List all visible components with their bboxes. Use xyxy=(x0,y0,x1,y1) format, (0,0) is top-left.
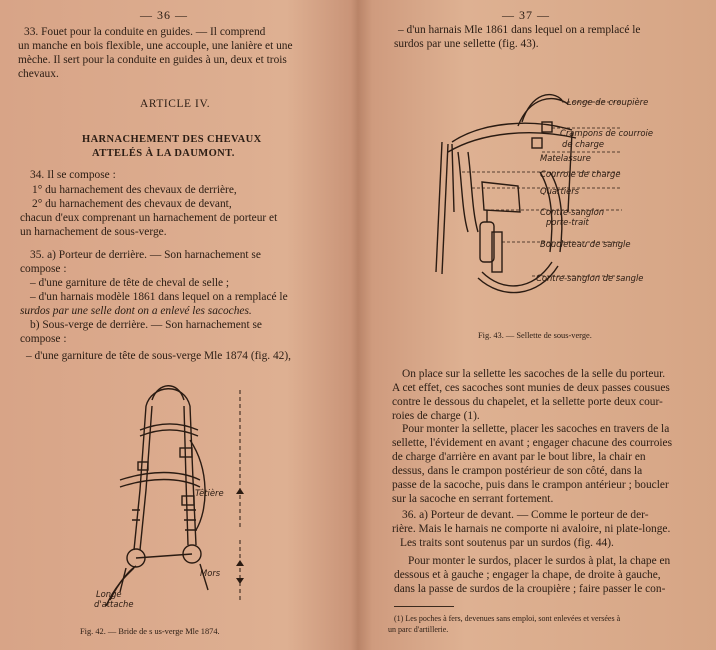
text-line: roies de charge (1). xyxy=(392,410,480,422)
text-line: compose : xyxy=(20,333,67,345)
text-line: – d'une garniture de tête de cheval de selle ; xyxy=(30,277,230,289)
text-line: passe de la sacoche, puis dans le crampon antérieur ; boucler xyxy=(392,479,669,491)
text-line: surdos par une selle dont on a enlevé les sacoches. xyxy=(20,305,252,317)
text-line: compose : xyxy=(20,263,67,275)
text-line: surdos par une sellette (fig. 43). xyxy=(394,38,539,50)
right-page xyxy=(362,0,716,650)
text-line: chevaux. xyxy=(18,68,59,80)
figure-label: porte-trait xyxy=(546,217,589,227)
text-line: Les traits sont soutenus par un surdos (fig. 44). xyxy=(400,537,614,549)
text-line: 33. Fouet pour la conduite en guides. — Il comprend xyxy=(24,26,266,38)
figure-label: Quartiers xyxy=(540,186,580,196)
figure-label: Contre-sanglon de sangle xyxy=(536,273,644,283)
text-line: – d'un harnais Mle 1861 dans lequel on a remplacé le xyxy=(398,24,641,36)
figure-label: Boucleteau de sangle xyxy=(540,239,631,249)
figure-label: Longe xyxy=(96,589,122,599)
text-line: un manche en bois flexible, une accouple, une lanière et une xyxy=(18,40,293,52)
text-line: On place sur la sellette les sacoches de la selle du porteur. xyxy=(402,368,666,380)
footnote: (1) Les poches à fers, devenues sans emploi, sont enlevées et versées à xyxy=(394,614,621,623)
figure-label: Crampons de courroie xyxy=(560,128,654,138)
text-line: dessus, dans le crampon postérieur de son côté, dans la xyxy=(392,465,643,477)
figure-label: Contre-sanglon xyxy=(540,207,605,217)
figure-caption: Fig. 42. — Bride de s us-verge Mle 1874. xyxy=(80,627,220,636)
text-line: – d'une garniture de tête de sous-verge Mle 1874 (fig. 42), xyxy=(26,350,292,362)
text-line: Pour monter la sellette, placer les sacoches en travers de la xyxy=(402,423,670,435)
figure-label: Mors xyxy=(200,568,221,578)
text-line: 35. a) Porteur de derrière. — Son harnachement se xyxy=(30,249,261,261)
footnote: un parc d'artillerie. xyxy=(388,625,449,634)
text-line: dans la passe de surdos de la croupière ; faire passer le con- xyxy=(394,583,666,595)
page-number-37: — 37 — xyxy=(502,8,550,22)
text-line: dessous et à gauche ; engager la chape, de droite à gauche, xyxy=(394,569,661,581)
figure-caption: Fig. 43. — Sellette de sous-verge. xyxy=(478,331,592,340)
figure-label: de charge xyxy=(562,139,605,149)
left-page xyxy=(0,0,352,650)
figure-label: d'attache xyxy=(94,599,134,609)
text-line: A cet effet, ces sacoches sont munies de deux passes cousues xyxy=(392,382,670,394)
figure-label: Longe de croupière xyxy=(567,97,649,107)
footnote-rule xyxy=(394,606,454,607)
text-line: de charge d'arrière en avant par le bout libre, la chair en xyxy=(392,451,646,463)
text-line: b) Sous-verge de derrière. — Son harnachement se xyxy=(30,319,262,331)
text-line: 36. a) Porteur de devant. — Comme le porteur de der- xyxy=(402,509,649,521)
figure-label: Matelassure xyxy=(540,153,591,163)
text-line: un harnachement de sous-verge. xyxy=(20,226,167,238)
text-line: 34. Il se compose : xyxy=(30,169,116,181)
text-line: sellette, l'évidement en avant ; engager chacune des courroies xyxy=(392,437,673,449)
text-line: mèche. Il sert pour la conduite en guides à un, deux et trois xyxy=(18,54,287,66)
page-number-36: — 36 — xyxy=(140,8,188,22)
figure-label: Courroie de charge xyxy=(540,169,621,179)
text-line: Pour monter le surdos, placer le surdos à plat, la chape en xyxy=(408,555,671,567)
article-heading: ARTICLE IV. xyxy=(140,98,211,110)
text-line: 1° du harnachement des chevaux de derrière, xyxy=(32,184,237,196)
text-line: rière. Mais le harnais ne comporte ni avaloire, ni plate-longe. xyxy=(392,523,671,535)
text-line: – d'un harnais modèle 1861 dans lequel on a remplacé le xyxy=(30,291,288,303)
text-line: sur la sacoche en serrant fortement. xyxy=(392,493,554,505)
text-line: 2° du harnachement des chevaux de devant, xyxy=(32,198,232,210)
section-title: HARNACHEMENT DES CHEVAUX xyxy=(82,134,262,145)
figure-label: Têtière xyxy=(195,488,224,498)
text-line: chacun d'eux comprenant un harnachement de porteur et xyxy=(20,212,278,224)
section-title: ATTELÉS À LA DAUMONT. xyxy=(92,148,235,159)
sellette-figure xyxy=(422,82,622,302)
text-line: contre le dessous du chapelet, et la sellette porte deux cour- xyxy=(392,396,663,408)
